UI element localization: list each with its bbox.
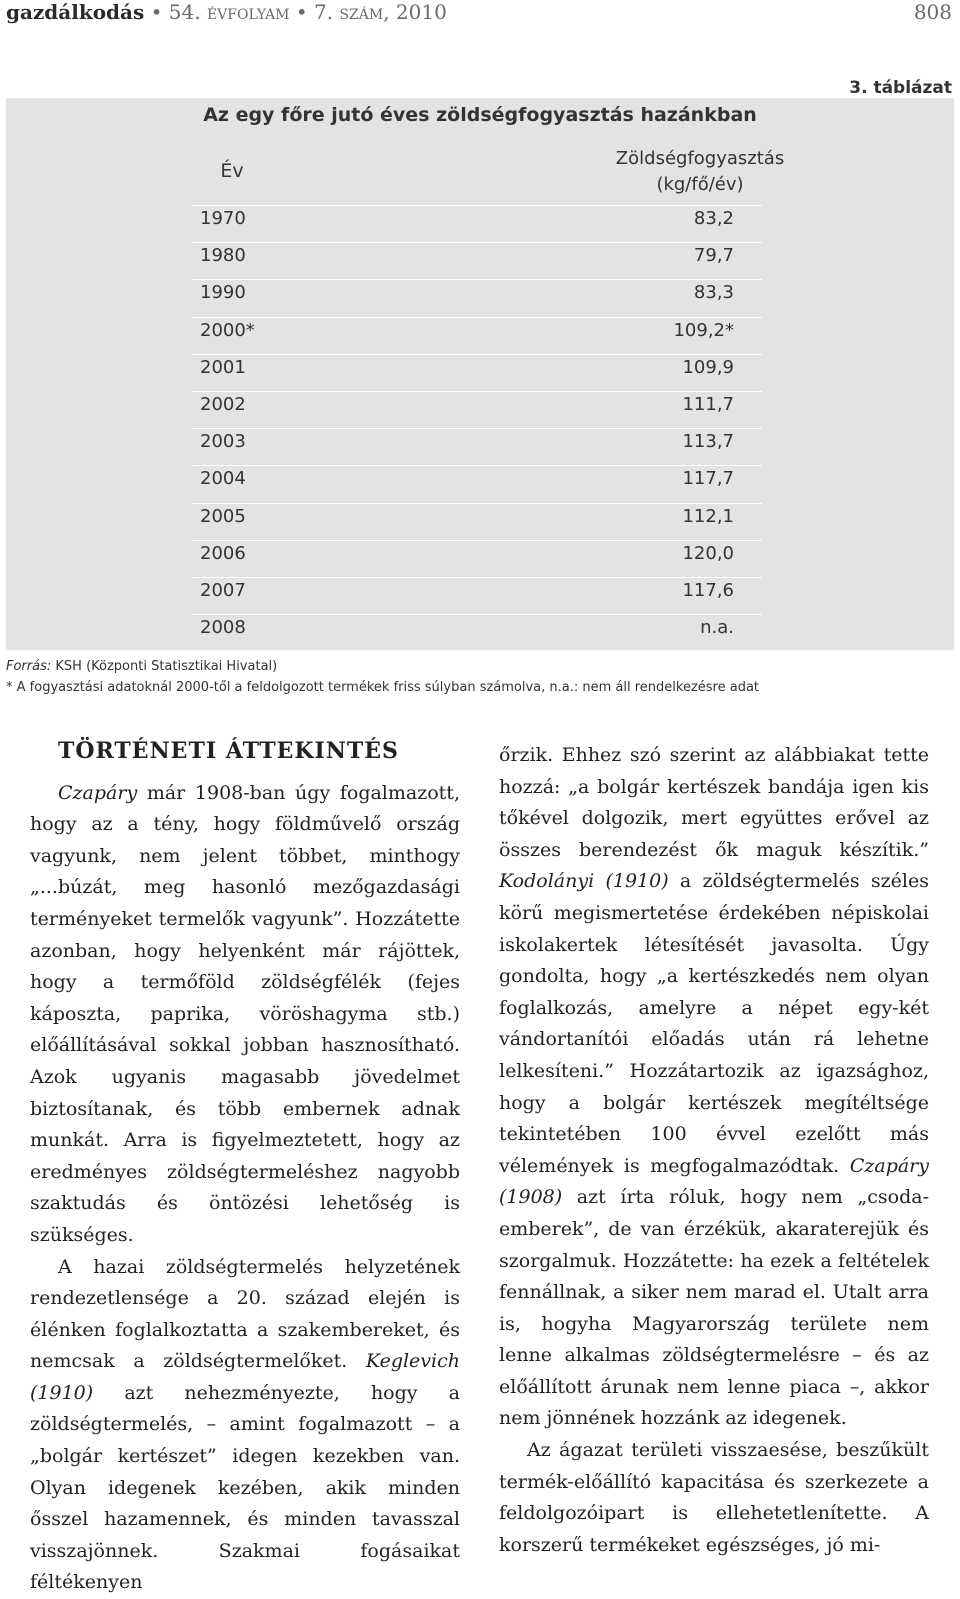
volume-label: évfolyam [207, 0, 290, 24]
year-cell: 2008 [200, 617, 270, 638]
year-cell: 2007 [200, 580, 270, 601]
paragraph-text: azt nehezményezte, hogy a zöldségtermelés, – amint fogalmazott – a „bolgár kertészet” idegen kezekben van. Olyan idegenek kezében, akik minden ősszel hazamennek, és minden tavasszal visszajönnek. Szakmai fogásaikat féltékenyen [30, 1382, 460, 1594]
right-column [499, 740, 929, 1561]
year-cell: 2006 [200, 543, 270, 564]
year-cell: 2001 [200, 357, 270, 378]
row-divider [192, 317, 762, 318]
year-cell: 2004 [200, 468, 270, 489]
table-row [0, 279, 960, 316]
column-header-line: Zöldségfogyasztás [600, 146, 800, 172]
column-header-year: Év [200, 160, 264, 182]
table-row [0, 540, 960, 577]
consumption-cell: 109,2* [600, 320, 734, 341]
consumption-cell: 83,2 [600, 208, 734, 229]
paragraph [499, 1435, 929, 1561]
journal-name: gazdálkodás [6, 0, 144, 24]
table-row [0, 614, 960, 651]
paragraph-text: őrzik. Ehhez szó szerint az alábbiakat tette hozzá: „a bolgár kertészek bandája igen kis tőkével dolgozik, mert együttes erővel az összes berendezést ők maguk készítik.” [499, 744, 929, 861]
row-divider [192, 391, 762, 392]
author-reference: Czapáry (1908) [499, 1155, 929, 1209]
table-row [0, 577, 960, 614]
consumption-cell: 83,3 [600, 282, 734, 303]
table-row [0, 354, 960, 391]
consumption-cell: 117,6 [600, 580, 734, 601]
consumption-cell: 113,7 [600, 431, 734, 452]
table-body [0, 205, 960, 651]
year-cell: 1990 [200, 282, 270, 303]
consumption-cell: 117,7 [600, 468, 734, 489]
consumption-cell: 111,7 [600, 394, 734, 415]
page-number: 808 [914, 0, 952, 24]
table-row [0, 391, 960, 428]
table-title: Az egy főre jutó éves zöldségfogyasztás hazánkban [200, 104, 760, 126]
table-footnotes [6, 656, 954, 698]
table-row [0, 465, 960, 502]
consumption-cell: 79,7 [600, 245, 734, 266]
source-note [6, 656, 954, 677]
table-row [0, 242, 960, 279]
running-header [6, 0, 954, 28]
row-divider [192, 205, 762, 206]
paragraph-text: azt írta róluk, hogy nem „csoda-emberek”, de van érzékük, akaraterejük és szorgalmuk. Hozzátette: ha ezek a feltételek fennállnak, a siker nem marad el. Utalt arra is, hogyha Magyarország területe nem lenne alkalmas zöldségtermelésre – és az előállított árunak nem lenne piaca –, akkor nem jönnének hozzánk az idegenek. [499, 1186, 929, 1429]
author-reference: Czapáry [58, 782, 137, 804]
year-cell: 1980 [200, 245, 270, 266]
paragraph-text: már 1908-ban úgy fogalmazott, hogy az a tény, hogy földművelő ország vagyunk, nem jelent többet, minthogy „...búzát, meg hasonló mezőgazdasági terményeket termelők vagyunk”. Hozzátette azonban, hogy helyenként már rájöttek, hogy a termőföld zöldségfélék (fejes káposzta, paprika, vöröshagyma stb.) előállításával sokkal jobban hasznosítható. Azok ugyanis magasabb jövedelmet biztosítanak, és több embernek adnak munkát. Arra is figyelmeztetett, hogy az eredményes zöldségtermeléshez nagyobb szaktudás és öntözési lehetőség is szükséges. [30, 782, 460, 1246]
year-cell: 1970 [200, 208, 270, 229]
row-divider [192, 354, 762, 355]
paragraph [30, 778, 460, 1252]
left-column [30, 736, 460, 1599]
paragraph-text: a zöldségtermelés széles körű megismertetése érdekében népiskolai iskolakertek létesítését javasolta. Úgy gondolta, hogy „a kertészkedés nem olyan foglalkozás, amelyre a népet egy-két vándortanítói előadás után rá lehetne lelkesíteni.” Hozzátartozik az igazsághoz, hogy a bolgár kertészek megítéltsége tekintetében 100 évvel ezelőtt más vélemények is megfogalmazódtak. [499, 870, 929, 1176]
paragraph-text: Az ágazat területi visszaesése, beszűkült termék-előállító kapacitása és szerkezete a feldolgozóipart is ellehetetlenítette. A korszerű termékeket egészséges, jó mi- [499, 1439, 929, 1556]
row-divider [192, 503, 762, 504]
author-reference: Keglevich (1910) [30, 1350, 460, 1404]
table-row [0, 428, 960, 465]
header-separator: • 7. [289, 0, 339, 24]
table-row [0, 317, 960, 354]
consumption-cell: 112,1 [600, 506, 734, 527]
author-reference: Kodolányi (1910) [499, 870, 669, 892]
header-year: , 2010 [383, 0, 447, 24]
year-cell: 2003 [200, 431, 270, 452]
paragraph-text: A hazai zöldségtermelés helyzetének rendezetlensége a 20. század elején is élénken foglalkoztatta a szakembereket, és nemcsak a zöldségtermelőket. [30, 1256, 460, 1373]
year-cell: 2000* [200, 320, 270, 341]
consumption-cell: 120,0 [600, 543, 734, 564]
paragraph [30, 1252, 460, 1599]
issue-label: szám [339, 0, 383, 24]
consumption-cell: 109,9 [600, 357, 734, 378]
journal-info [6, 0, 447, 24]
year-cell: 2005 [200, 506, 270, 527]
table-label: 3. táblázat [849, 78, 952, 98]
row-divider [192, 242, 762, 243]
table-row [0, 503, 960, 540]
section-title: TÖRTÉNETI ÁTTEKINTÉS [58, 736, 460, 768]
source-label: Forrás: [6, 659, 51, 674]
row-divider [192, 540, 762, 541]
consumption-cell: n.a. [600, 617, 734, 638]
row-divider [192, 428, 762, 429]
source-text: KSH (Központi Statisztikai Hivatal) [51, 659, 277, 674]
row-divider [192, 279, 762, 280]
paragraph [499, 740, 929, 1435]
table-row [0, 205, 960, 242]
column-header-consumption [600, 146, 800, 198]
row-divider [192, 577, 762, 578]
asterisk-note: * A fogyasztási adatoknál 2000-től a feldolgozott termékek friss súlyban számolva, n.a.: nem áll rendelkezésre adat [6, 677, 954, 698]
column-header-unit: (kg/fő/év) [600, 172, 800, 198]
row-divider [192, 465, 762, 466]
header-separator: • 54. [144, 0, 207, 24]
year-cell: 2002 [200, 394, 270, 415]
row-divider [192, 614, 762, 615]
